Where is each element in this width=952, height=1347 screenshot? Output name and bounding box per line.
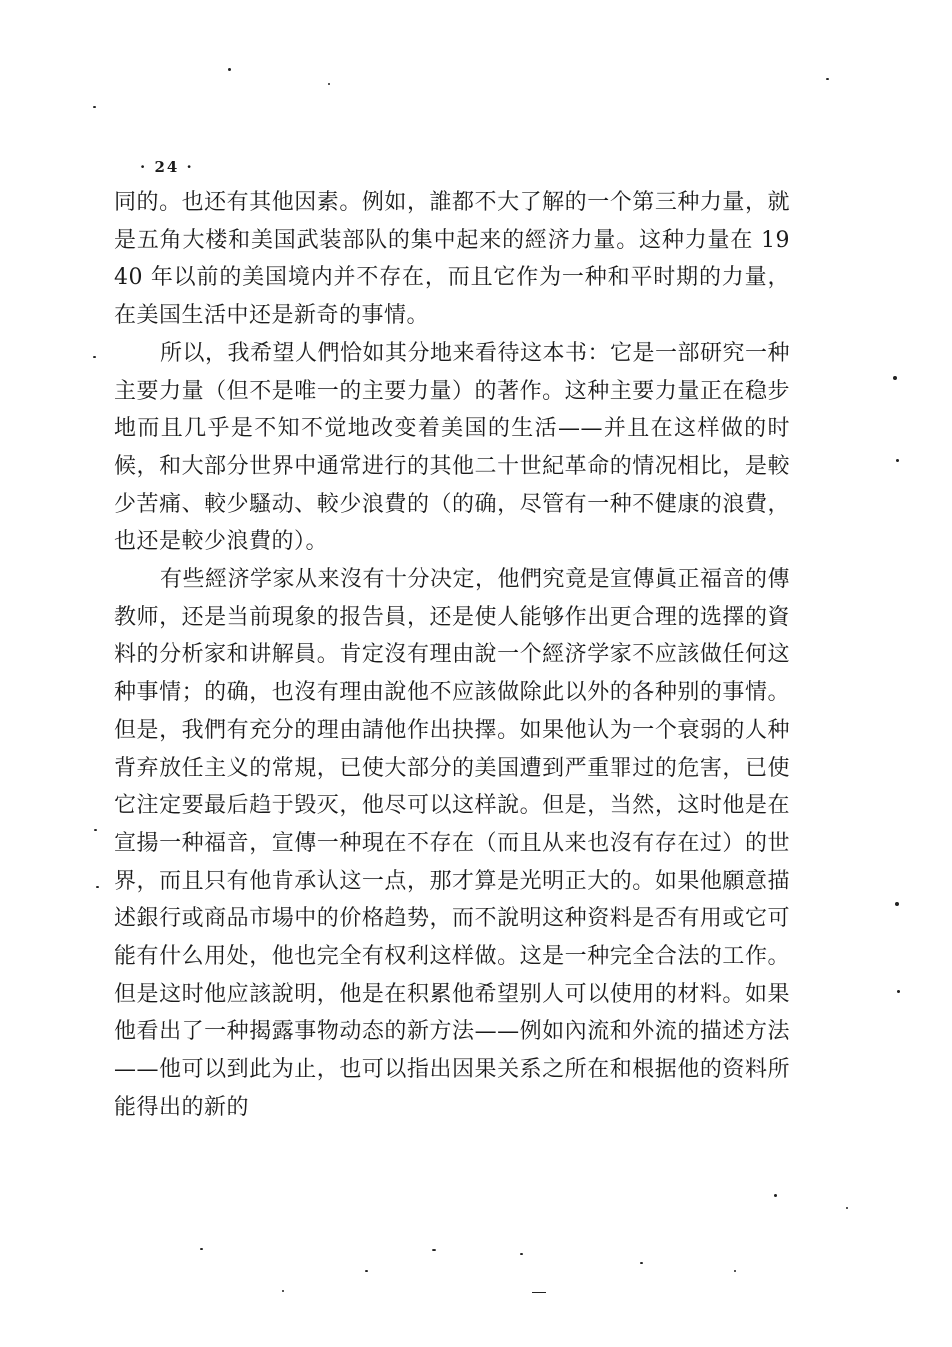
paragraph-1: 同的。也还有其他因素。例如，誰都不大了解的一个第三种力量，就是五角大楼和美国武装部队的集中起来的經济力量。这种力量在 1940 年以前的美国境内并不存在，而且它作为一种和平时期的力量，在美国生活中还是新奇的事情。 (114, 190, 790, 329)
scan-speck (93, 106, 96, 108)
scan-speck (200, 1248, 203, 1250)
scan-speck (228, 68, 231, 71)
scan-speck (846, 1207, 848, 1209)
scan-speck (532, 1292, 546, 1293)
scan-speck (94, 829, 97, 831)
page-number: · 24 · (140, 158, 194, 176)
scan-speck (826, 78, 829, 80)
scan-speck (520, 1253, 523, 1255)
scan-speck (893, 376, 897, 380)
scan-speck (282, 1290, 284, 1292)
scan-speck (895, 902, 899, 906)
paragraph-3: 有些經济学家从来沒有十分决定，他們究竟是宣傳眞正福音的傳教师，还是当前現象的报告員，还是使人能够作出更合理的选擇的資料的分析家和讲解員。肯定沒有理由說一个經济学家不应該做任何这种事情；的确，也沒有理由說他不应該做除此以外的各种别的事情。但是，我們有充分的理由請他作出抉擇。如果他认为一个衰弱的人种背弃放任主义的常規，已使大部分的美国遭到严重罪过的危害，已使它注定要最后趋于毁灭，他尽可以这样說。但是，当然，这时他是在宣揚一种福音，宣傳一种現在不存在（而且从来也沒有存在过）的世界，而且只有他肯承认这一点，那才算是光明正大的。如果他願意描述銀行或商品市場中的价格趋势，而不說明这种资料是否有用或它可能有什么用处，他也完全有权利这样做。这是一种完全合法的工作。但是这时他应該說明，他是在积累他希望别人可以使用的材料。如果他看出了一种揭露事物动态的新方法——例如內流和外流的描述方法——他可以到此为止，也可以指出因果关系之所在和根据他的资料所能得出的新的 (114, 567, 791, 1120)
scan-speck (896, 459, 899, 462)
body-text (114, 184, 790, 1127)
scan-speck (897, 990, 900, 993)
scan-speck (432, 1249, 436, 1251)
scan-speck (96, 886, 99, 888)
scan-speck (328, 83, 330, 85)
scan-speck (365, 1270, 368, 1272)
paragraph-2: 所以，我希望人們恰如其分地来看待这本书：它是一部研究一种主要力量（但不是唯一的主要力量）的著作。这种主要力量正在稳步地而且几乎是不知不觉地改变着美国的生活——并且在这样做的时候，和大部分世界中通常进行的其他二十世紀革命的情况相比，是較少苦痛、較少騷动、較少浪費的（的确，尽管有一种不健康的浪費，也还是較少浪費的）。 (114, 340, 791, 555)
scan-speck (640, 1262, 643, 1264)
scan-speck (774, 1194, 777, 1197)
scan-speck (93, 356, 96, 358)
scan-speck (734, 1270, 736, 1272)
